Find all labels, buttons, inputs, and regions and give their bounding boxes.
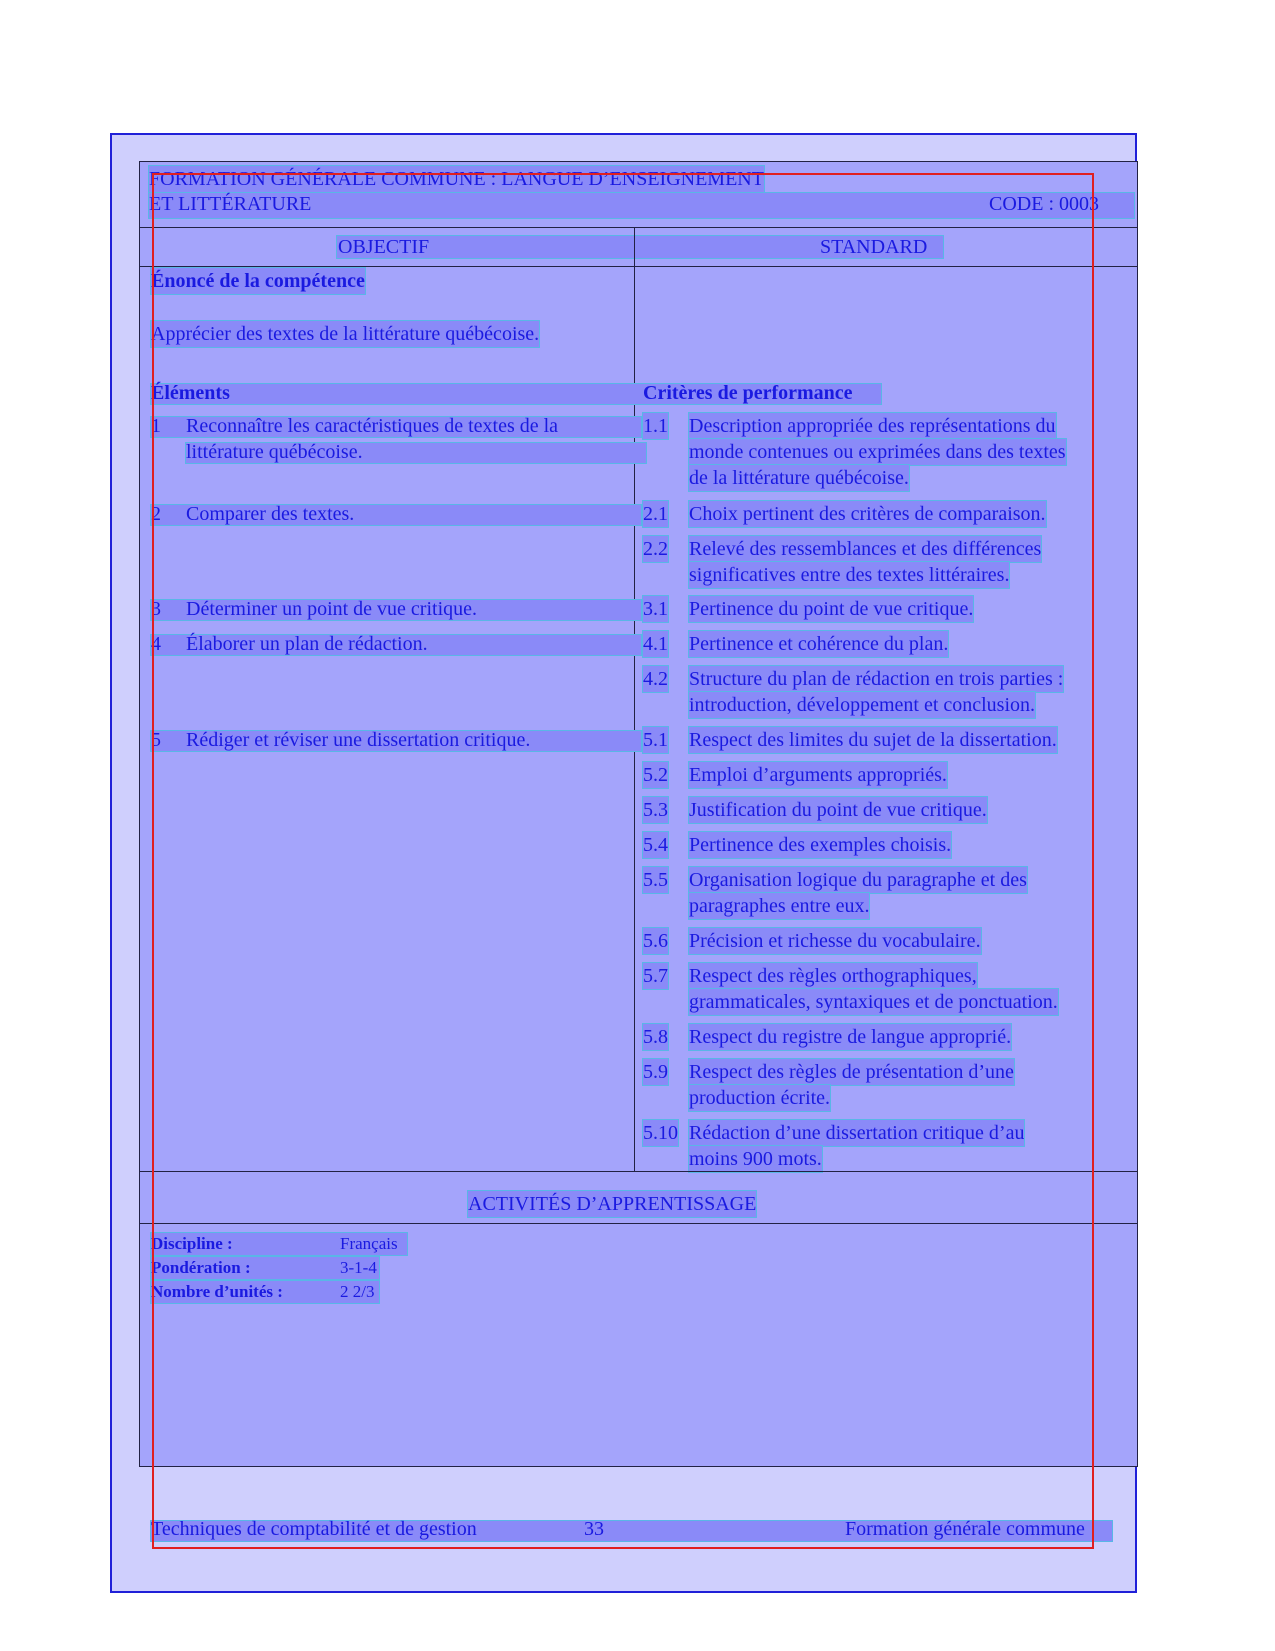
criterion-text: Pertinence du point de vue critique. (689, 598, 974, 620)
footer-right: Formation générale commune (845, 1518, 1085, 1540)
criterion-text: Respect des règles de présentation d’une (689, 1061, 1014, 1083)
column-header-objectif: OBJECTIF (338, 236, 430, 258)
element-text: Reconnaître les caractéristiques de textes de la (186, 415, 559, 437)
ponderation-label: Pondération : (151, 1257, 379, 1279)
element-number: 3 (151, 598, 161, 620)
element-number: 4 (151, 633, 161, 655)
criterion-text: introduction, développement et conclusion. (689, 694, 1036, 716)
activities-title: ACTIVITÉS D’APPRENTISSAGE (468, 1193, 757, 1215)
discipline-value: Français (340, 1234, 398, 1253)
criterion-text: grammaticales, syntaxiques et de ponctuation. (689, 991, 1058, 1013)
criterion-number: 5.7 (643, 965, 668, 987)
element-text: Comparer des textes. (186, 503, 355, 525)
criterion-text: Organisation logique du paragraphe et des (689, 869, 1027, 891)
criterion-text: Pertinence des exemples choisis. (689, 834, 952, 856)
footer-left: Techniques de comptabilité et de gestion (151, 1518, 477, 1540)
criterion-text: Rédaction d’une dissertation critique d’au (689, 1122, 1025, 1144)
criterion-number: 5.9 (643, 1061, 668, 1083)
unites-value: 2 2/3 (340, 1282, 375, 1301)
criterion-text: Relevé des ressemblances et des différences (689, 538, 1042, 560)
criterion-text: paragraphes entre eux. (689, 895, 870, 917)
criterion-text: Description appropriée des représentations du (689, 415, 1056, 437)
criterion-text: Respect des règles orthographiques, (689, 965, 977, 987)
competence-heading: Énoncé de la compétence (151, 270, 365, 292)
criterion-number: 5.1 (643, 729, 668, 751)
criterion-number: 3.1 (643, 598, 668, 620)
element-text: Élaborer un plan de rédaction. (186, 633, 428, 655)
criterion-text: Précision et richesse du vocabulaire. (689, 930, 981, 952)
criterion-number: 5.3 (643, 799, 668, 821)
criterion-text: de la littérature québécoise. (689, 467, 909, 489)
criterion-number: 2.1 (643, 503, 668, 525)
header-title-line1: FORMATION GÉNÉRALE COMMUNE : LANGUE D’ENSEIGNEMENT (149, 168, 764, 190)
element-number: 1 (151, 415, 161, 437)
criterion-number: 4.1 (643, 633, 668, 655)
competence-text: Apprécier des textes de la littérature québécoise. (151, 323, 540, 345)
discipline-label: Discipline : (151, 1233, 407, 1255)
divider (139, 1171, 1138, 1172)
elements-heading: Éléments (151, 382, 230, 404)
divider (139, 266, 1138, 267)
criterion-text: moins 900 mots. (689, 1148, 822, 1170)
criterion-number: 1.1 (643, 415, 668, 437)
element-text: Déterminer un point de vue critique. (186, 598, 478, 620)
criterion-text: Emploi d’arguments appropriés. (689, 764, 947, 786)
criterion-number: 5.5 (643, 869, 668, 891)
criterion-text: Structure du plan de rédaction en trois parties : (689, 668, 1064, 690)
footer-page-number: 33 (584, 1518, 604, 1540)
criterion-text: production écrite. (689, 1087, 831, 1109)
column-header-standard: STANDARD (820, 236, 928, 258)
criterion-number: 5.4 (643, 834, 668, 856)
criterion-number: 2.2 (643, 538, 668, 560)
criterion-text: significatives entre des textes littéraires. (689, 564, 1010, 586)
criterion-number: 5.6 (643, 930, 668, 952)
criterion-text: Respect du registre de langue approprié. (689, 1026, 1012, 1048)
element-text: littérature québécoise. (186, 441, 363, 463)
criteria-heading: Critères de performance (643, 382, 853, 404)
element-text: Rédiger et réviser une dissertation critique. (186, 729, 531, 751)
criterion-number: 5.2 (643, 764, 668, 786)
criterion-number: 5.10 (643, 1122, 678, 1144)
criterion-text: Respect des limites du sujet de la dissertation. (689, 729, 1057, 751)
header-title-line2: ET LITTÉRATURE (149, 193, 312, 215)
criterion-number: 5.8 (643, 1026, 668, 1048)
header-code: CODE : 0003 (989, 193, 1099, 215)
divider (139, 227, 1138, 228)
unites-label: Nombre d’unités : (151, 1281, 379, 1303)
criterion-text: monde contenues ou exprimées dans des textes (689, 441, 1066, 463)
ponderation-value: 3-1-4 (340, 1258, 377, 1277)
criterion-text: Justification du point de vue critique. (689, 799, 987, 821)
criterion-text: Choix pertinent des critères de comparaison. (689, 503, 1046, 525)
element-number: 5 (151, 729, 161, 751)
criterion-number: 4.2 (643, 668, 668, 690)
criterion-text: Pertinence et cohérence du plan. (689, 633, 949, 655)
element-number: 2 (151, 503, 161, 525)
divider (139, 1223, 1138, 1224)
column-divider (634, 227, 635, 1171)
